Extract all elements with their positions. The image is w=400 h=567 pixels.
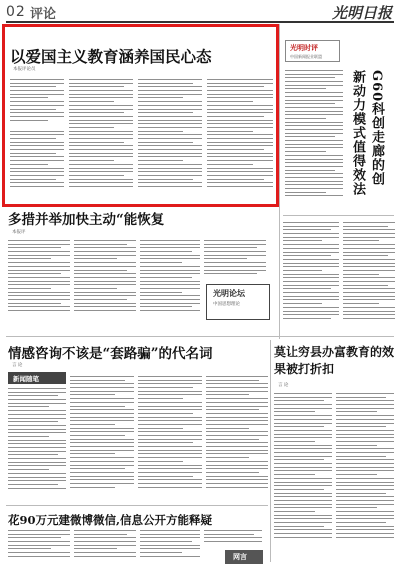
divider-mid	[6, 336, 394, 337]
right-col-mid-2	[343, 222, 395, 332]
a4-col-2	[74, 530, 136, 564]
forum-box	[206, 284, 270, 320]
lead-col-2	[69, 79, 133, 199]
news-tag: 新闻随笔	[13, 375, 39, 383]
a2-col-3	[140, 240, 200, 320]
a2-col-2	[74, 240, 136, 320]
article-5-title[interactable]: 莫让穷县办富教育的效果被打折扣	[274, 345, 395, 376]
section-name: 评论	[30, 7, 57, 22]
article-5-byline: 言 论	[278, 383, 289, 388]
article-2-title[interactable]: 多措并举加快主动“能恢复	[8, 212, 165, 228]
column-tag: 光明时评	[290, 44, 318, 52]
a3-col-2	[70, 376, 134, 500]
header-rule	[6, 21, 394, 23]
article-3-byline: 言 论	[12, 363, 23, 368]
column-tag-box	[285, 40, 340, 62]
lead-article-title[interactable]: 以爱国主义教育涵养国民心态	[10, 47, 212, 66]
lead-col-3	[138, 79, 202, 199]
bottom-logo-box	[225, 550, 263, 564]
news-tag-box	[8, 372, 66, 384]
article-4-title[interactable]: 花90万元建微博微信,信息公开方能释疑	[8, 513, 213, 527]
divider-low	[6, 505, 268, 506]
forum-sub: 中国思想理论	[213, 302, 240, 307]
a3-col-1	[8, 388, 66, 500]
article-3-title[interactable]: 情感咨询不该是“套路骗”的代名词	[8, 346, 213, 362]
right-col-mid-1	[283, 222, 339, 332]
vertical-article-title[interactable]: G60科创走廊的创新动力模式值得效法	[350, 70, 384, 196]
vertical-divider-2	[270, 340, 271, 562]
right-divider-1	[283, 215, 394, 216]
vertical-divider	[279, 24, 280, 339]
lead-article-byline: 本报评论员	[13, 67, 36, 72]
a5-col-2	[336, 393, 394, 553]
a3-col-3	[138, 376, 202, 500]
a2-col-4	[204, 240, 266, 280]
a3-col-4	[206, 376, 268, 500]
article-2-byline: 本报评	[12, 230, 26, 235]
forum-title: 光明论坛	[213, 288, 245, 298]
a4-col-4	[204, 530, 262, 550]
a5-col-1	[274, 393, 332, 553]
lead-col-1	[10, 79, 64, 199]
right-col-1	[285, 70, 343, 210]
page-number: 02	[6, 4, 26, 20]
lead-col-4	[207, 79, 273, 199]
a4-col-1	[8, 530, 70, 564]
masthead-logo: 光明日报	[331, 4, 392, 22]
a2-col-1	[8, 240, 70, 320]
bottom-logo: 网言	[233, 553, 247, 561]
a4-col-3	[140, 530, 200, 564]
column-sub: 中国新闻报业联盟	[290, 54, 322, 59]
